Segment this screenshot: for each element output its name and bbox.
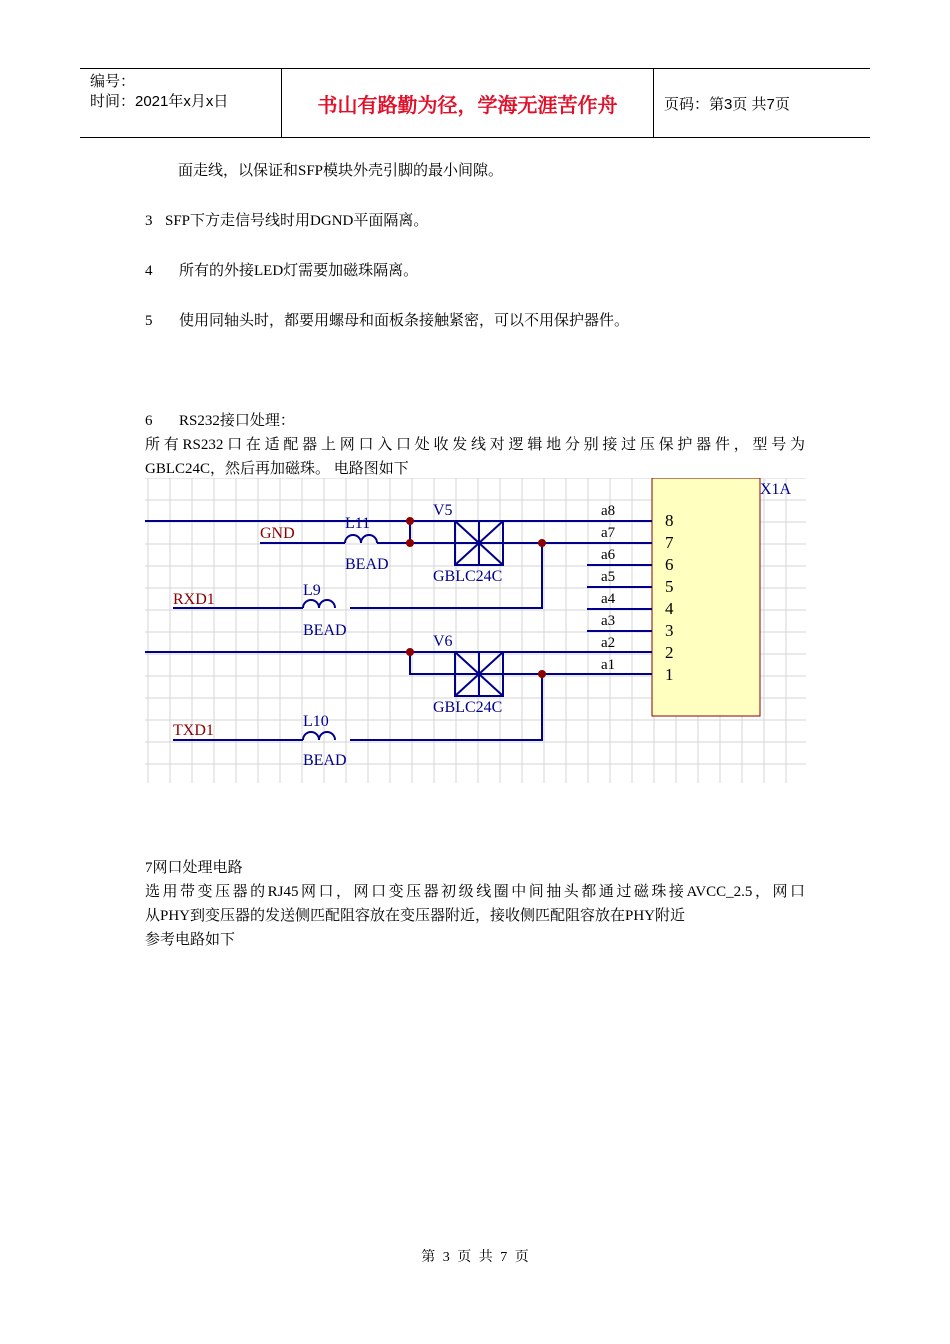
- pin-number: 8: [665, 511, 674, 530]
- pin-label: a5: [601, 569, 616, 585]
- list-item-5: [145, 309, 629, 333]
- junction-dot: [538, 539, 546, 547]
- l9-ref: L9: [303, 582, 321, 599]
- inductor-l11: [345, 535, 377, 543]
- pin-number: 5: [665, 577, 674, 596]
- pin-number: 7: [665, 533, 674, 552]
- header-page-code: 页码：第3页 共7页: [664, 95, 790, 113]
- time-label: 时间：2021年x月x日: [90, 93, 229, 110]
- item-text: RS232接口处理：: [179, 413, 295, 429]
- tvs-v6: [455, 652, 503, 696]
- pin-number: 2: [665, 643, 674, 662]
- net-label-rxd: RXD1: [173, 591, 215, 608]
- rs232-paragraph-line-2: GBLC24C，然后再加磁珠。 电路图如下: [145, 461, 409, 477]
- page-header: [80, 68, 870, 138]
- header-motto: 书山有路勤为径，学海无涯苦作舟: [282, 69, 654, 137]
- junction-dot: [406, 517, 414, 525]
- l11-ref: L11: [345, 515, 371, 532]
- net-label-gnd: GND: [260, 525, 295, 542]
- network-paragraph-line-3: 参考电路如下: [145, 932, 236, 948]
- item-number: 5: [145, 313, 153, 329]
- l10-value: BEAD: [303, 752, 347, 769]
- pin-number: 6: [665, 555, 674, 574]
- item-number: 3: [145, 213, 153, 229]
- section-7-heading: 7网口处理电路: [145, 860, 243, 876]
- pin-label: a8: [601, 503, 616, 519]
- v6-ref: V6: [433, 633, 453, 650]
- network-paragraph-line-2: 从PHY到变压器的发送侧匹配阻容放在变压器附近，接收侧匹配阻容放在PHY附近: [145, 908, 686, 924]
- item-number: 4: [145, 263, 153, 279]
- item-text: 所有的外接LED灯需要加磁珠隔离。: [179, 263, 419, 279]
- list-item-4: [145, 259, 418, 283]
- pin-label: a3: [601, 613, 616, 629]
- connector-ref: X1A: [760, 481, 792, 498]
- tvs-v5: [455, 521, 503, 565]
- list-item-6: [145, 409, 295, 433]
- page-footer: 第 3 页 共 7 页: [421, 1250, 529, 1265]
- l10-ref: L10: [303, 713, 329, 730]
- v5-value: GBLC24C: [433, 568, 503, 585]
- pin-label: a7: [601, 525, 616, 541]
- v5-ref: V5: [433, 502, 453, 519]
- item-text: 使用同轴头时，都要用螺母和面板条接触紧密，可以不用保护器件。: [179, 313, 630, 329]
- list-item-3: [145, 209, 428, 233]
- header-info-cell: [80, 69, 282, 137]
- pin-label: a2: [601, 635, 616, 651]
- pin-label: a1: [601, 657, 616, 673]
- paragraph-continuation: 面走线，以保证和SFP模块外壳引脚的最小间隙。: [178, 163, 504, 179]
- wire-v6-left: [410, 652, 455, 674]
- pin-number: 3: [665, 621, 674, 640]
- inductor-l9: [303, 600, 335, 608]
- rs232-paragraph-line-1: 所有RS232口在适配器上网口入口处收发线对逻辑地分别接过压保护器件，型号为: [145, 437, 805, 453]
- item-number: 6: [145, 413, 153, 429]
- inductor-l10: [303, 732, 335, 740]
- pin-label: a6: [601, 547, 616, 563]
- v6-value: GBLC24C: [433, 699, 503, 716]
- pin-label: a4: [601, 591, 616, 607]
- junction-dot: [406, 648, 414, 656]
- l11-value: BEAD: [345, 556, 389, 573]
- l9-value: BEAD: [303, 622, 347, 639]
- pin-number: 1: [665, 665, 674, 684]
- rs232-schematic: [145, 478, 806, 783]
- junction-dot: [406, 539, 414, 547]
- item-text: SFP下方走信号线时用DGND平面隔离。: [165, 213, 429, 229]
- junction-dot: [538, 670, 546, 678]
- number-label: 编号：: [90, 73, 136, 90]
- wires: [145, 521, 652, 740]
- pin-number: 4: [665, 599, 674, 618]
- network-paragraph-line-1: 选用带变压器的RJ45网口，网口变压器初级线圈中间抽头都通过磁珠接AVCC_2.5，网口: [145, 884, 805, 900]
- net-label-txd: TXD1: [173, 722, 214, 739]
